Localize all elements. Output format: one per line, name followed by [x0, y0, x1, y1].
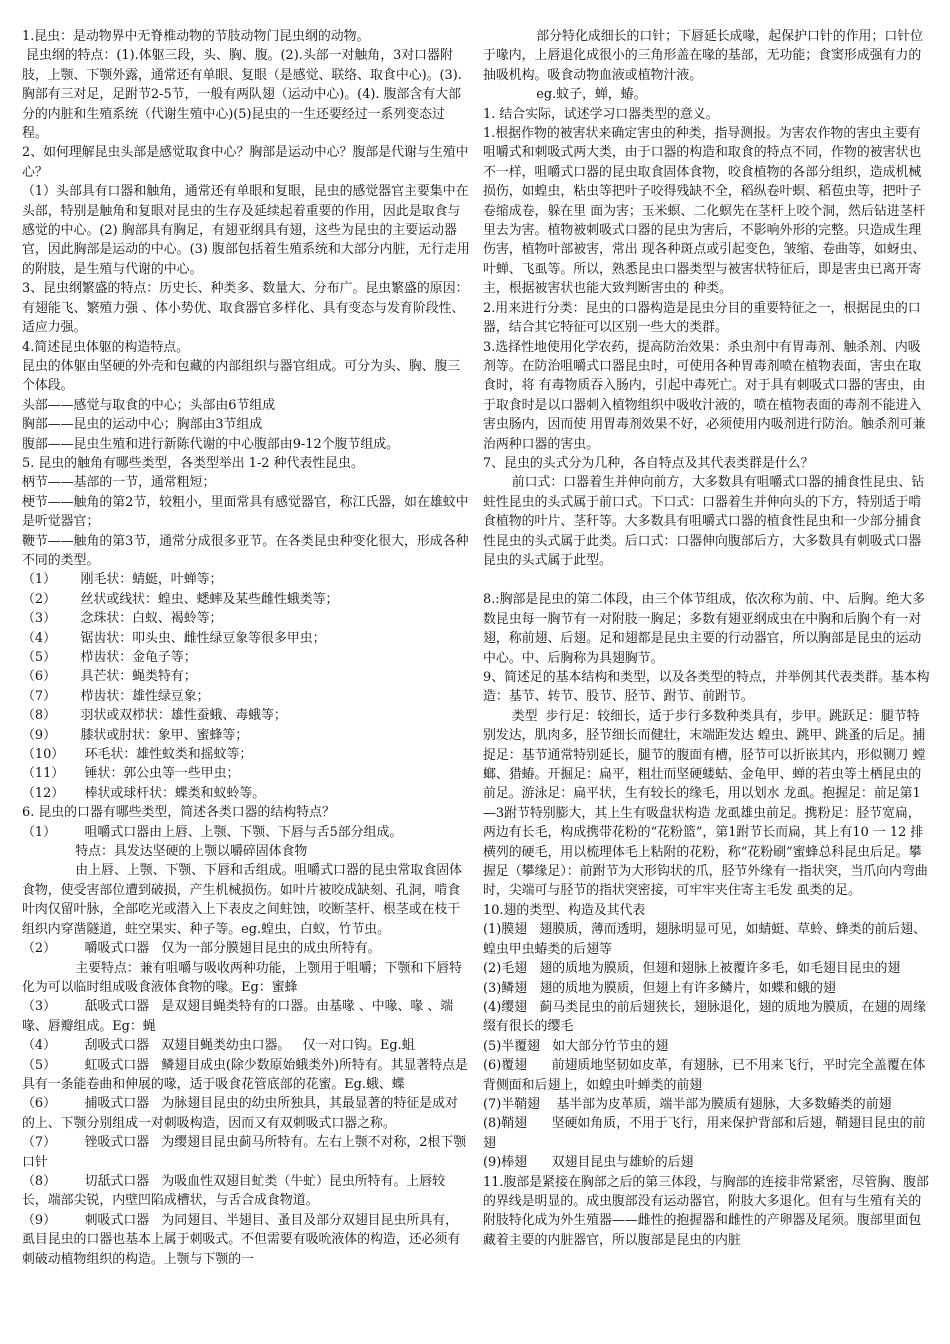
section-mouthpart-types: 6. 昆虫的口器有哪些类型，简述各类口器的结构特点？ （1） 咀嚼式口器由上唇、上颚、下颚、下唇与舌5部分组成。 特点：具发达坚硬的上颚以嚼碎固体食物 由上唇、上颚、下颚、下唇和舌组成。咀嚼式口器的昆虫常取食固体食物，使受害部位遭到破损，产生机械损伤。如叶片被咬成缺刻、孔洞，啃食叶肉仅留叶脉，全部吃光或潜入上下表皮之间蛀蚀，咬断茎杆、根茎或在枝干组织内穿凿隧道，蛀空果实、种子等。eg.蝗虫，白蚁，竹节虫。 （2） 嚼吸式口器 仅为一部分膜翅目昆虫的成虫所特有。 主要特点：兼有咀嚼与吸收两种功能，上颚用于咀嚼；下颚和下唇特化为可以临时组成吸食液体食物的喙。Eg：蜜蜂 （3） 舐吸式口器 是双翅目蝇类特有的口器。由基喙 、中喙、喙 、端喙、唇瓣组成。Eg：蝇 （4） 刮吸式口器 双翅目蝇类幼虫口器。 仅一对口钩。Eg.蛆 （5） 虹吸式口器 鳞翅目成虫(除少数原始蛾类外)所特有。其显著特点是具有一条能卷曲和伸展的喙，适于吸食花管底部的花蜜。Eg.蛾、蝶 （6） 捕吸式口器 为脉翅目昆虫的幼虫所独具，其最显著的特征是成对的上、下颚分别组成一对刺吸构造，因而又有双刺吸式口器之称。 （7） 锉吸式口器 为缨翅目昆虫蓟马所特有。左右上颚不对称，2根下颚口针 （8） 切舐式口器 为吸血性双翅目虻类（牛虻）昆虫所特有。上唇较长，端部尖锐，内壁凹陷成槽状，与舌合成食物道。 （9） 刺吸式口器 为同翅目、半翅目、蚤目及部分双翅目昆虫所具有，虱目昆虫的口器也基本上属于刺吸式。不但需要有吸吮液体的构造，还必须有刺破动植物组织的构造。上颚与下颚的一: [22, 805, 468, 1267]
section-thorax-legs-wings-abdomen: 8.:胸部是昆虫的第二体段，由三个体节组成，依次称为前、中、后胸。绝大多数昆虫每一胸节有一对附肢一胸足；多数有翅亚纲成虫在中胸和后胸个有一对翅，称前翅、后翅。足和翅都是昆虫主要的行动器官，所以胸部是昆虫的运动中心。中、后胸称为具翅胸节。 9、简述足的基本结构和类型，以及各类型的特点，并举例其代表类群。基本构造：基节、转节、股节、胫节、跗节、前跗节。 类型 步行足：较细长，适于步行多数种类具有，步甲。跳跃足：腿节特别发达，肌肉多，胫节细长而健壮，末端距发达 蝗虫、跳甲、跳蚤的后足。捕捉足：基节通常特别延长，腿节的腹面有槽，胫节可以折嵌其内，形似铡刀 螳螂、猎蝽。开掘足：扁平，粗壮而坚硬蝼蛄、金龟甲、蝉的若虫等土栖昆虫的前足。游泳足：扁平状，生有较长的缘毛，用以划水 龙虱。抱握足：前足第1—3跗节特别膨大，其上生有吸盘状构造 龙虱雄虫前足。携粉足：胫节宽扁，两边有长毛，构成携带花粉的“花粉篮”，第1跗节长而扁，其上有10 一 12 排横列的硬毛，用以梳理体毛上粘附的花粉，称“花粉刷”蜜蜂总科昆虫后足。攀握足（攀缘足）：前跗节为大形钩状的爪，胫节外缘有一指状突，当爪向内弯曲时，尖端可与胫节的指状突密接，可牢牢夹住寄主毛发 虱类的足。 10.翅的类型、构造及其代表 (1)膜翅 翅膜质，薄而透明，翅脉明显可见，如蜻蜓、草蛉、蜂类的前后翅、蝗虫甲虫蝽类的后翅等 (2)毛翅 翅的质地为膜质，但翅和翅脉上被覆许多毛，如毛翅目昆虫的翅 (3)鳞翅 翅的质地为膜质，但翅上有许多鳞片，如蝶和蛾的翅 (4)缨翅 蓟马类昆虫的前后翅狭长，翅脉退化，翅的质地为膜质，在翅的周缘缀有很长的缨毛 (5)半覆翅 如大部分竹节虫的翅 (6)覆翅 前翅质地坚韧如皮革，有翅脉，已不用来飞行，平时完全盖覆在体背侧面和后翅上，如蝗虫叶蝉类的前翅 (7)半鞘翅 基半部为皮革质，端半部为膜质有翅脉，大多数蝽类的前翅 (8)鞘翅 坚硬如角质，不用于飞行，用来保护背部和后翅，鞘翅目昆虫的前翅 (9)棒翅 双翅目昆虫与雄蚧的后翅 11.腹部是紧接在胸部之后的第三体段，与胸部的连接非常紧密，尽管胸、腹部的界线是明显的。成虫腹部没有运动器官，附肢大多退化。但有与生殖有关的附肢特化成为外生殖器——雌性的抱握器和雌性的产卵器及尾须。腹部里面包藏着主要的内脏器官，所以腹部是昆虫的内脏: [483, 592, 930, 1248]
left-column: [22, 27, 470, 1269]
right-column: [483, 27, 931, 1250]
blank-line: [483, 570, 931, 590]
section-body-structure: 4.简述昆虫体躯的构造特点。 昆虫的体躯由坚硬的外壳和包藏的内部组织与器官组成。可分为头、胸、腹三个体段。 头部——感觉与取食的中心；头部由6节组成 胸部——昆虫的运动中心；胸部由3节组成 腹部——昆虫生殖和进行新陈代谢的中心腹部由9-12个腹节组成。: [22, 339, 461, 452]
section-insect-definition: 1.昆虫：是动物界中无脊椎动物的节肢动物门昆虫纲的动物。 昆虫纲的特点：(1).体躯三段，头、胸、腹。(2).头部一对触角，3对口器附肢，上颚、下颚外露，通常还有单眼、复眼（是感觉、联络、取食中心)。(3).胸部有三对足，足跗节2-5节，一般有两队翅（运动中心)。(4). 腹部含有大部分的内脏和生殖系统（代谢生殖中心)(5)昆虫的一生还要经过一系列变态过程。: [22, 29, 462, 142]
section-mouthpart-significance: 1. 结合实际，试述学习口器类型的意义。 1.根据作物的被害状来确定害虫的种类，指导测报。为害农作物的害虫主要有咀嚼式和刺吸式两大类，由于口器的构造和取食的特点不同，作物的被害状也不一样，咀嚼式口器的昆虫取食固体食物，咬食植物的各部分组织，造成机械损伤，如蝗虫，粘虫等把叶子咬得残缺不全，稻纵卷叶螟、稻苞虫等，把叶子卷缩成卷，躲在里 面为害；玉米螟、二化螟先在茎杆上咬个洞，然后钻进茎杆里去为害。植物被刺吸式口器的昆虫为害后，不影响外形的完整。只造成生理伤害，植物叶部被害，常出 现各种斑点或引起变色，皱缩、卷曲等，如蚜虫、叶蝉、飞虱等。所以，熟悉昆虫口器类型与被害状特征后，即是害虫已离开寄主，根据被害状也能大致判断害虫的 种类。 2.用来进行分类：昆虫的口器构造是昆虫分目的重要特征之一，根据昆虫的口器，结合其它特征可以区别一些大的类群。 3.选择性地使用化学农药，提高防治效果：杀虫剂中有胃毒剂、触杀剂、内吸剂等。在防治咀嚼式口器昆虫时，可使用各种胃毒剂喷在植物表面，害虫在取食时，将 有毒物质吞入肠内，引起中毒死亡。对于具有刺吸式口器的害虫，由于取食时是以口器刺入植物组织中吸收汁液的，喷在植物表面的毒剂不能进入害虫肠内，因而使 用胃毒剂效果不好，必须使用内吸剂进行防治。触杀剂可兼治两种口器的害虫。: [483, 106, 926, 452]
section-antenna-types: 5. 昆虫的触角有哪些类型，各类型举出 1-2 种代表性昆虫。 柄节——基部的一节，通常粗短； 梗节——触角的第2节，较粗小，里面常具有感觉器官，称江氏器，如在雄蚊中是听觉器官； 鞭节——触角的第3节，通常分成很多亚节。在各类昆虫种变化很大，形成各种不同的类型。 （1） 刚毛状：蜻蜓，叶蝉等； （2） 丝状或线状：蝗虫、蟋蟀及某些雌性蛾类等； （3） 念珠状：白蚁、褐蛉等； （4） 锯齿状：叩头虫、雌性绿豆象等很多甲虫； （5） 栉齿状：金龟子等； （6） 具芒状：蝇类特有； （7） 栉齿状：雄性绿豆象； （8） 羽状或双栉状：雄性蚕蛾、毒蛾等； （9） 膝状或肘状：象甲、蜜蜂等； （10） 环毛状：雄性蚊类和摇蚊等； （11） 锤状：郭公虫等一些甲虫； （12） 棒状或球杆状：蝶类和蚁蛉等。: [22, 455, 469, 801]
section-head-types: 7、昆虫的头式分为几种，各自特点及其代表类群是什么？ 前口式：口器着生并伸向前方，大多数具有咀嚼式口器的捕食性昆虫、钻蛀性昆虫的头式属于前口式。下口式：口器着生并伸向头的下方，特别适于啃食植物的叶片、茎秆等。大多数具有咀嚼式口器的植食性昆虫和一少部分捕食性昆虫的头式属于此类。后口式：口器伸向腹部后方，大多数具有刺吸式口器昆虫的头式属于此型。: [483, 455, 925, 568]
section-mouthpart-continued: 部分特化成细长的口针；下唇延长成喙，起保护口针的作用；口针位于喙内，上唇退化成很小的三角形盖在喙的基部，无功能；食窦形成强有力的抽吸机构。吸食动物血液或植物汁液。 eg.蚊子，蝉，蝽。: [483, 29, 923, 103]
section-body-centers: 2、如何理解昆虫头部是感觉取食中心？胸部是运动中心？腹部是代谢与生殖中心？ （1）头部具有口器和触角，通常还有单眼和复眼，昆虫的感觉器官主要集中在头部，特别是触角和复眼对昆虫的生存及延续起着重要的作用，因此是取食与感觉的中心。(2) 胸部具有胸足，有翅亚纲具有翅，这些为昆虫的主要运动器官，因此胸部是运动的中心。(3) 腹部包括着生殖系统和大部分内脏，无行走用的附肢，是生殖与代谢的中心。: [22, 145, 470, 277]
section-prosperity: 3、昆虫纲繁盛的特点：历史长、种类多、数量大、分布广。昆虫繁盛的原因：有翅能飞、繁殖力强 、体小势优、取食器官多样化、具有变态与发育阶段性、适应力强。: [22, 281, 469, 336]
